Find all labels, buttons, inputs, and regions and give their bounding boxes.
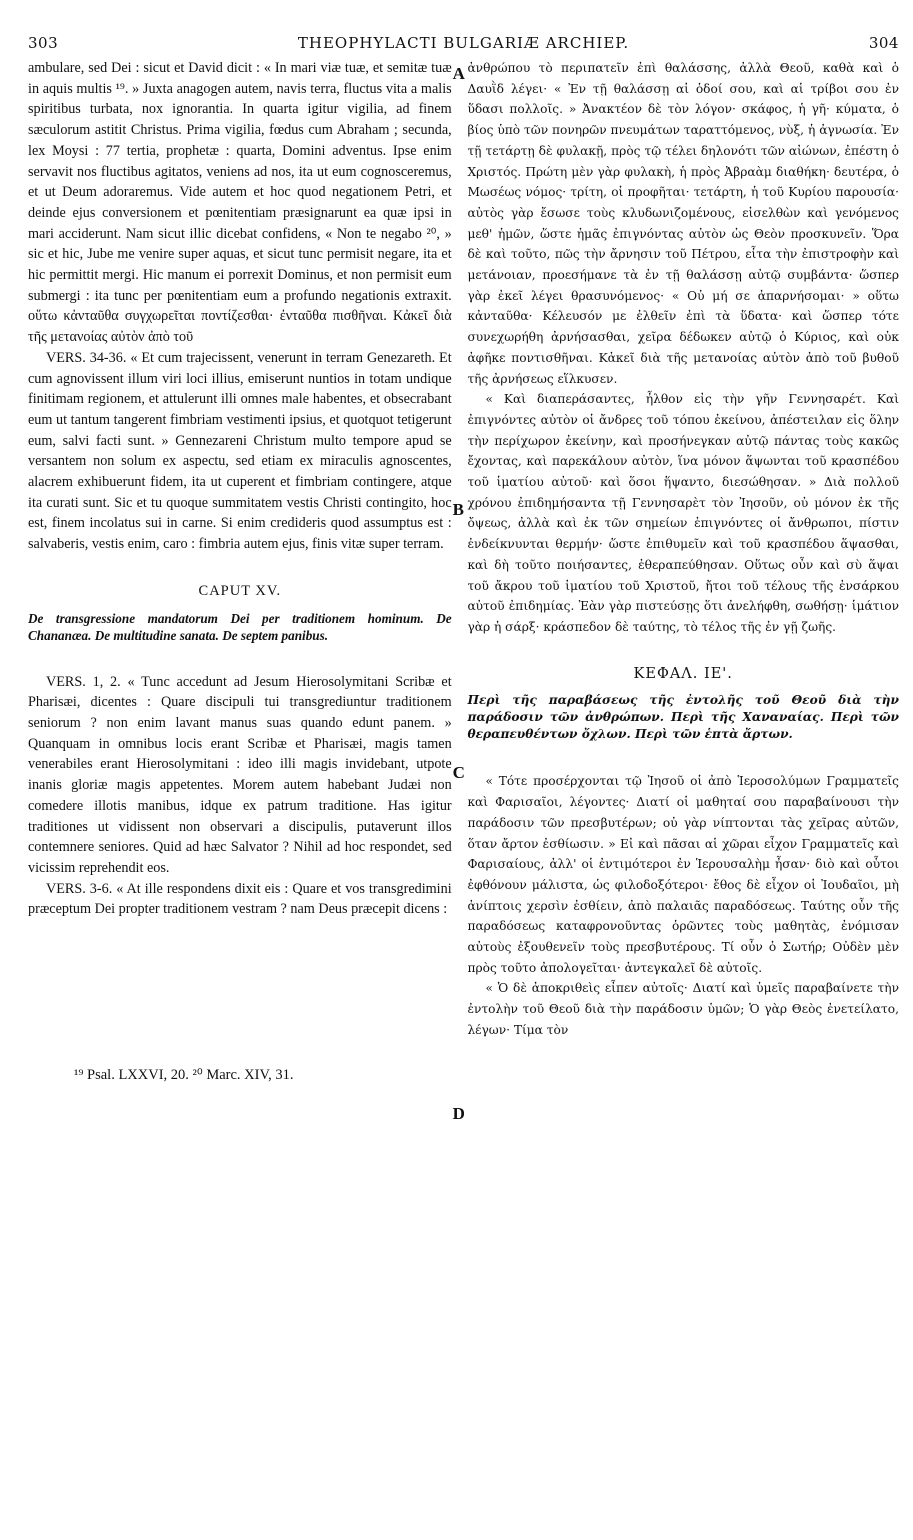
latin-paragraph-1: ambulare, sed Dei : sicut et David dicit : « In mari viæ tuæ, et semitæ tuæ in aquis multis ¹⁹. » Juxta anagogen autem, navis terra, fluctus vita a malis spiritibus turbata, nox ignorantia. In quarta igitur vigilia, ad finem sæculorum astitit Christus. Prima vigilia, fœdus cum Abraham ; secunda, lex Moysi : 77 tertia, prophetæ : quarta, Domini adventus. Ipse enim servavit nos fluctibus agitatos, veniens ad nos, ita ut eum cognosceremus, et ut Deum adoraremus. Vide autem et hoc quod negationem Petri, et deinde ejus conversionem et pœnitentiam præsignarunt ea quæ ipsi in mari acciderunt. Nam sicut illic dicebat confidens, « Non te negabo ²⁰, » sic et hic, Jube me venire super aquas, et sicut tunc permisit negare, ita et hic permittit mergi. Hic manum ei porrexit Dominus, et non permisit eum submergi : ita tunc per pœnitentiam eum a profundo negationis extraxit. οὕτω κἀνταῦθα συγχωρεῖται ποντίζεσθαι· ἐνταῦθα πισθῆναι. Κἀκεῖ διὰ τῆς μετανοίας αὐτὸν ἀπὸ τοῦ — [28, 60, 452, 346]
greek-paragraph-4: « Ὁ δὲ ἀποκριθεὶς εἶπεν αὐτοῖς· Διατί καὶ ὑμεῖς παραβαίνετε τὴν ἐντολὴν τοῦ Θεοῦ διὰ τὴν παράδοσιν ὑμῶν; Ὁ γὰρ Θεὸς ἐνετείλατο, λέγων· Τίμα τὸν — [467, 981, 899, 1037]
section-letter-b: B — [452, 500, 465, 519]
running-header — [28, 34, 899, 52]
latin-chapter-heading: CAPUT XV. — [198, 582, 282, 599]
latin-column — [28, 58, 452, 1041]
greek-column — [467, 58, 899, 1041]
latin-paragraph-4: VERS. 3-6. « At ille respondens dixit eis : Quare et vos transgredimini præceptum Dei propter traditionem vestram ? nam Deus præcepit dicens : — [28, 880, 452, 918]
section-letter-d: D — [452, 1104, 465, 1123]
greek-paragraph-3: « Τότε προσέρχονται τῷ Ἰησοῦ οἱ ἀπὸ Ἱεροσολύμων Γραμματεῖς καὶ Φαρισαῖοι, λέγοντες· Διατί οἱ μαθηταί σου παραβαίνουσι τὴν παράδοσιν τῶν πρεσβυτέρων; οὐ γὰρ νίπτονται τὰς χεῖρας αὐτῶν, ὅταν ἄρτον ἐσθίωσιν. » Εἰ καὶ πᾶσαι αἱ χῶραι εἶχον Γραμματεῖς καὶ Φαρισαίους, ἀλλ' οἱ ἐντιμότεροι ἐν Ἱερουσαλὴμ ἦσαν· διὸ καὶ οὗτοι ἐφθόνουν μάλιστα, ὡς φιλοδοξότεροι· ἔθος δὲ εἶχον οἱ Ἰουδαῖοι, μὴ ἀνίπτοις χερσὶν ἐσθίειν, ἀπὸ παλαιᾶς παραδόσεως. Ταύτης οὖν τῆς παραδόσεως καταφρονοῦντας ὁρῶντες τοὺς μαθητὰς, ἐνόμισαν αὐτοὺς ἐξουθενεῖν τοὺς πρεσβυτέρους. Τί οὖν ὁ Σωτήρ; Οὐδὲν μὲν πρὸς τοῦτο ἀπολογεῖται· ἀντεγκαλεῖ δὲ αὐτοῖς. — [467, 774, 899, 975]
section-letter-c: C — [452, 763, 465, 782]
section-letter-a: A — [452, 64, 465, 83]
running-title: THEOPHYLACTI BULGARIÆ ARCHIEP. — [297, 34, 630, 52]
greek-chapter-heading: ΚΕΦΑΛ. ΙΕ'. — [633, 665, 733, 682]
page-number-right: 304 — [868, 34, 899, 52]
latin-chapter-summary: De transgressione mandatorum Dei per traditionem hominum. De Chananæa. De multitudine sanata. De septem panibus. — [28, 610, 452, 643]
greek-paragraph-1: ἀνθρώπου τὸ περιπατεῖν ἐπὶ θαλάσσης, ἀλλὰ Θεοῦ, καθὰ καὶ ὁ Δαυῒδ λέγει· « Ἐν τῇ θαλάσσῃ αἱ ὁδοί σου, καὶ αἱ τρίβοι σου ἐν ὕδασι πολλοῖς. » Ἀνακτέον δὲ τὸν λόγον· σκάφος, ἡ γῆ· κύματα, ὁ βίος ὑπὸ τῶν πονηρῶν πνευμάτων ταραττόμενος, νὺξ, ἡ ἀγνωσία. Ἐν τῇ τετάρτῃ δὲ φυλακῇ, πρὸς τῷ τέλει δηλονότι τῶν αἰώνων, ἐπέστη ὁ Χριστός. Πρώτη μὲν γὰρ φυλακὴ, ἡ πρὸς Ἀβραὰμ διαθήκη· δευτέρα, ὁ Μωσέως νόμος· τρίτη, οἱ προφῆται· τετάρτη, ἡ τοῦ Κυρίου παρουσία· αὐτὸς γὰρ ἔσωσε τοὺς κλυδωνιζομένους, εἰσελθὼν καὶ γενόμενος μεθ' ἡμῶν, ὥστε ἡμᾶς ἐπιγνόντας αὐτὸν ὡς Θεὸν προσκυνεῖν. Ὅρα δὲ καὶ τοῦτο, πῶς τὴν ἄρνησιν τοῦ Πέτρου, εἶτα τὴν ἐπιστροφὴν καὶ μετάνοιαν, προεσήμανε τὰ ἐν τῇ θαλάσσῃ αὐτῷ συμβάντα· ὥσπερ γὰρ ἐκεῖ λέγει θρασυνόμενος· « Οὐ μή σε ἀπαρνήσομαι· » οὕτω κἀνταῦθα· Κέλευσόν με ἐλθεῖν ἐπὶ τὰ ὕδατα· καὶ ὥσπερ τότε συνεχωρήθη ἀρνήσασθαι, χεῖρα δέδωκεν αὐτῷ ὁ Κύριος, καὶ οὐκ ἀφῆκε ποντισθῆναι. Κἀκεῖ διὰ τῆς μετανοίας αὐτὸν ἀπὸ τοῦ βυθοῦ τῆς ἀρνήσεως εἵλκυσεν. — [467, 61, 899, 386]
latin-paragraph-3: VERS. 1, 2. « Tunc accedunt ad Jesum Hierosolymitani Scribæ et Pharisæi, dicentes : Quare discipuli tui transgrediuntur traditionem seniorum ? non enim lavant manus suas quando edunt panem. » Quanquam in omnibus locis erant Scribæ et Pharisæi, magis tamen venerabiles erant Hierosolymitani : ideo illi magis invidebant, utpote inanis gloriæ magis appetentes. Morem autem habebant Judæi non comedere illotis manibus, idque ex patrum traditione. Has igitur traditiones ut vidissent non observari a discipulis, putaverunt illos contemnere seniores. Quid ad hæc Salvator ? Nihil ad hoc respondet, sed vicissim reprehendit eos. — [28, 673, 452, 876]
greek-chapter-summary: Περὶ τῆς παραβάσεως τῆς ἐντολῆς τοῦ Θεοῦ διὰ τὴν παράδοσιν τῶν ἀνθρώπων. Περὶ τῆς Χαναναίας. Περὶ τῶν θεραπευθέντων ὄχλων. Περὶ τῶν ἑπτὰ ἄρτων. — [467, 693, 899, 742]
section-letters — [452, 58, 468, 1123]
footnotes: ¹⁹ Psal. LXXVI, 20. ²⁰ Marc. XIV, 31. — [74, 1066, 294, 1083]
latin-paragraph-2: VERS. 34-36. « Et cum trajecissent, venerunt in terram Genezareth. Et cum agnovissent illum viri loci illius, emiserunt nuntios in totam undique finitimam regionem, et attulerunt illi omnes male habentes, et obsecrabant eum ut tantum tangerent fimbriam vestimenti ipsius, et quotquot tetigerunt eum, salvi facti sunt. » Gennezareni Christum multo tempore apud se versantem non solum ex aspectu, sed etiam ex miraculis agnoscentes, alacrem exhibuerunt fidem, ita ut cuperent et fimbriam contingere, atque ita curati sunt. Sic et tu quoque summitatem vestis Christi contingito, hoc est, finem incolatus sui in carne. Si enim credideris quod assumptus est : salvaberis, vestis enim, caro : fimbria autem ejus, finis vitæ super terram. — [28, 349, 452, 553]
page-number-left: 303 — [28, 34, 59, 52]
greek-paragraph-2: « Καὶ διαπεράσαντες, ἦλθον εἰς τὴν γῆν Γεννησαρέτ. Καὶ ἐπιγνόντες αὐτὸν οἱ ἄνδρες τοῦ τόπου ἐκείνου, ἀπέστειλαν εἰς ὅλην τὴν περίχωρον ἐκείνην, καὶ προσήνεγκαν αὐτῷ πάντας τοὺς κακῶς ἔχοντας, καὶ παρεκάλουν αὐτὸν, ἵνα μόνον ἅψωνται τοῦ κρασπέδου τοῦ ἱματίου αὐτοῦ· καὶ ὅσοι ἥψαντο, διεσώθησαν. » Διὰ πολλοῦ χρόνου ἐπιδημήσαντα τῇ Γεννησαρὲτ τὸν Ἰησοῦν, οὐ μόνον ἐκ τῆς ὄψεως, ἀλλὰ καὶ ἐκ τῶν σημείων ἐπιγνόντες οἱ ἄνθρωποι, πίστιν ἐνδείκνυνται θερμήν· ὥστε ἐπιθυμεῖν καὶ τοῦ κρασπέδου ἅψασθαι, καὶ δὴ τοῦτο ποιήσαντες, ἐθεραπεύθησαν. Οὕτως οὖν καὶ σὺ ἅψαι τοῦ ἄκρου τοῦ ἱματίου τοῦ Χριστοῦ, ἤτοι τοῦ τέλους τῆς ἐνσάρκου αὐτοῦ ἐπιδημίας. Ἐὰν γὰρ πιστεύσῃς ὅτι ἀνελήφθη, σωθήσῃ· ἱμάτιον γὰρ ἡ σάρξ· κράσπεδον δὲ ταύτης, τὸ τέλος τῆς ἐν γῇ ζωῆς. — [467, 392, 899, 634]
